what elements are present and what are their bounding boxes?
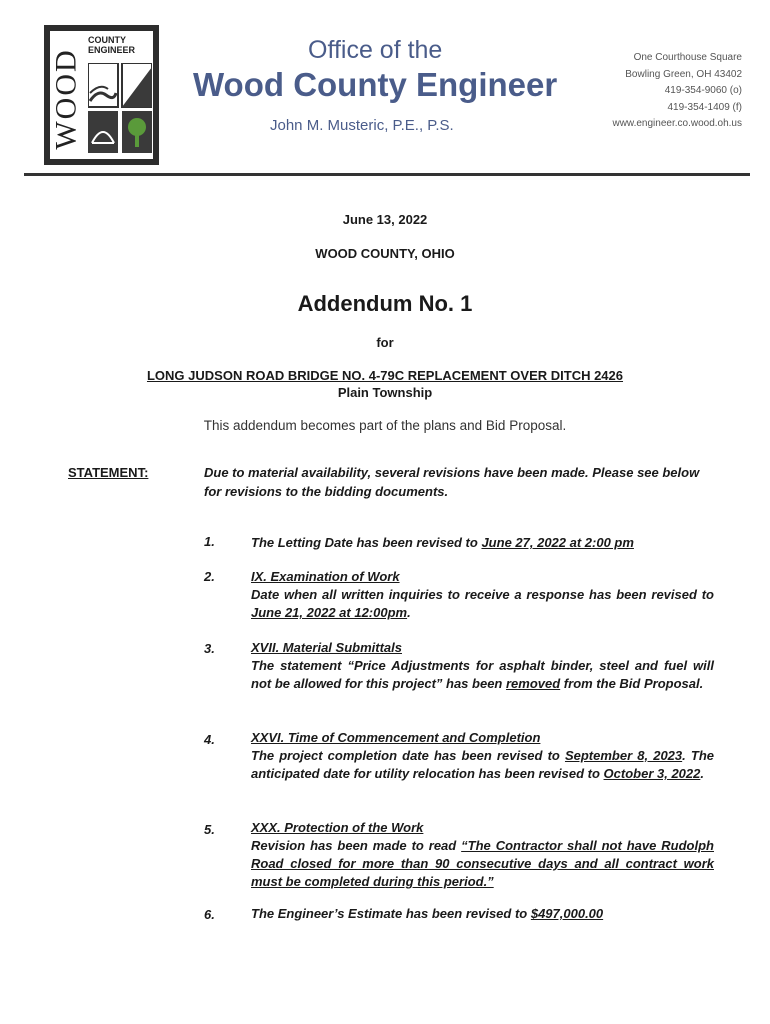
revision-item-2: IX. Examination of Work Date when all written inquiries to receive a response has been revised to June 21, 2022 at 12:00pm. [251, 569, 714, 620]
revised-inquiry-date: June 21, 2022 at 12:00pm [251, 605, 408, 620]
document-date: June 13, 2022 [342, 212, 428, 227]
office-title: Wood County Engineer [193, 66, 558, 103]
revised-letting-date: June 27, 2022 at 2:00 pm [481, 535, 634, 550]
address-line: One Courthouse Square [633, 52, 742, 63]
item-number: 3. [204, 641, 215, 656]
item-number: 5. [204, 822, 215, 837]
logo-emblem-icon [88, 63, 152, 155]
intro-text: This addendum becomes part of the plans and Bid Proposal. [203, 418, 567, 433]
addendum-title: Addendum No. 1 [297, 291, 473, 316]
revised-completion-date: September 8, 2023 [564, 748, 683, 763]
header-divider [24, 173, 750, 176]
revised-protection-clause: “The Contractor shall not have Rudolph Road closed for more than 90 consecutive days and all contract work must be completed during this period.” [251, 838, 714, 889]
revision-item-6: The Engineer’s Estimate has been revised to $497,000.00 [251, 906, 604, 921]
item-number: 4. [204, 732, 215, 747]
statement-text: Due to material availability, several revisions have been made. Please see below for revisions to the bidding documents. [204, 465, 700, 499]
county-label: WOOD COUNTY, OHIO [315, 246, 455, 261]
township-label: Plain Township [337, 385, 433, 400]
logo-caption: COUNTY ENGINEER [88, 35, 136, 55]
county-engineer-logo [44, 25, 159, 165]
revision-item-5: XXX. Protection of the Work Revision has been made to read “The Contractor shall not have Rudolph Road closed for more than 90 consecutive days and all contract work must be completed during this period.” [251, 820, 714, 889]
item-heading: IX. Examination of Work [251, 569, 400, 584]
address-line: Bowling Green, OH 43402 [625, 68, 742, 80]
website-link[interactable]: www.engineer.co.wood.oh.us [612, 118, 742, 129]
office-address-block [612, 50, 742, 133]
item-number: 1. [204, 534, 215, 549]
project-name: LONG JUDSON ROAD BRIDGE NO. 4-79C REPLACEMENT OVER DITCH 2426 [146, 368, 624, 383]
phone-fax: 419-354-1409 (f) [667, 101, 742, 113]
item-heading: XVII. Material Submittals [251, 640, 402, 655]
item-heading: XXVI. Time of Commencement and Completion [251, 730, 541, 745]
revised-estimate: $497,000.00 [530, 906, 604, 921]
logo-wood-text: WOOD [50, 48, 83, 150]
office-of-the-heading: Office of the [308, 36, 443, 64]
revised-utility-date: October 3, 2022 [603, 766, 701, 781]
removed-highlight: removed [505, 676, 561, 691]
item-number: 6. [204, 907, 215, 922]
for-label: for [376, 335, 394, 350]
item-number: 2. [204, 569, 215, 584]
revision-item-3: XVII. Material Submittals The statement “Price Adjustments for asphalt binder, steel and fuel will not be allowed for this project” has been removed from the Bid Proposal. [251, 640, 714, 691]
phone-office: 419-354-9060 (o) [664, 85, 742, 96]
statement-label: STATEMENT: [68, 465, 149, 480]
revision-item-1: The Letting Date has been revised to June 27, 2022 at 2:00 pm [251, 535, 634, 550]
revision-item-4: XXVI. Time of Commencement and Completion The project completion date has been revised to September 8, 2023. The anticipated date for utility relocation has been revised to October 3, 2022. [251, 730, 714, 781]
engineer-name: John M. Musteric, P.E., P.S. [270, 117, 454, 134]
item-heading: XXX. Protection of the Work [251, 820, 424, 835]
